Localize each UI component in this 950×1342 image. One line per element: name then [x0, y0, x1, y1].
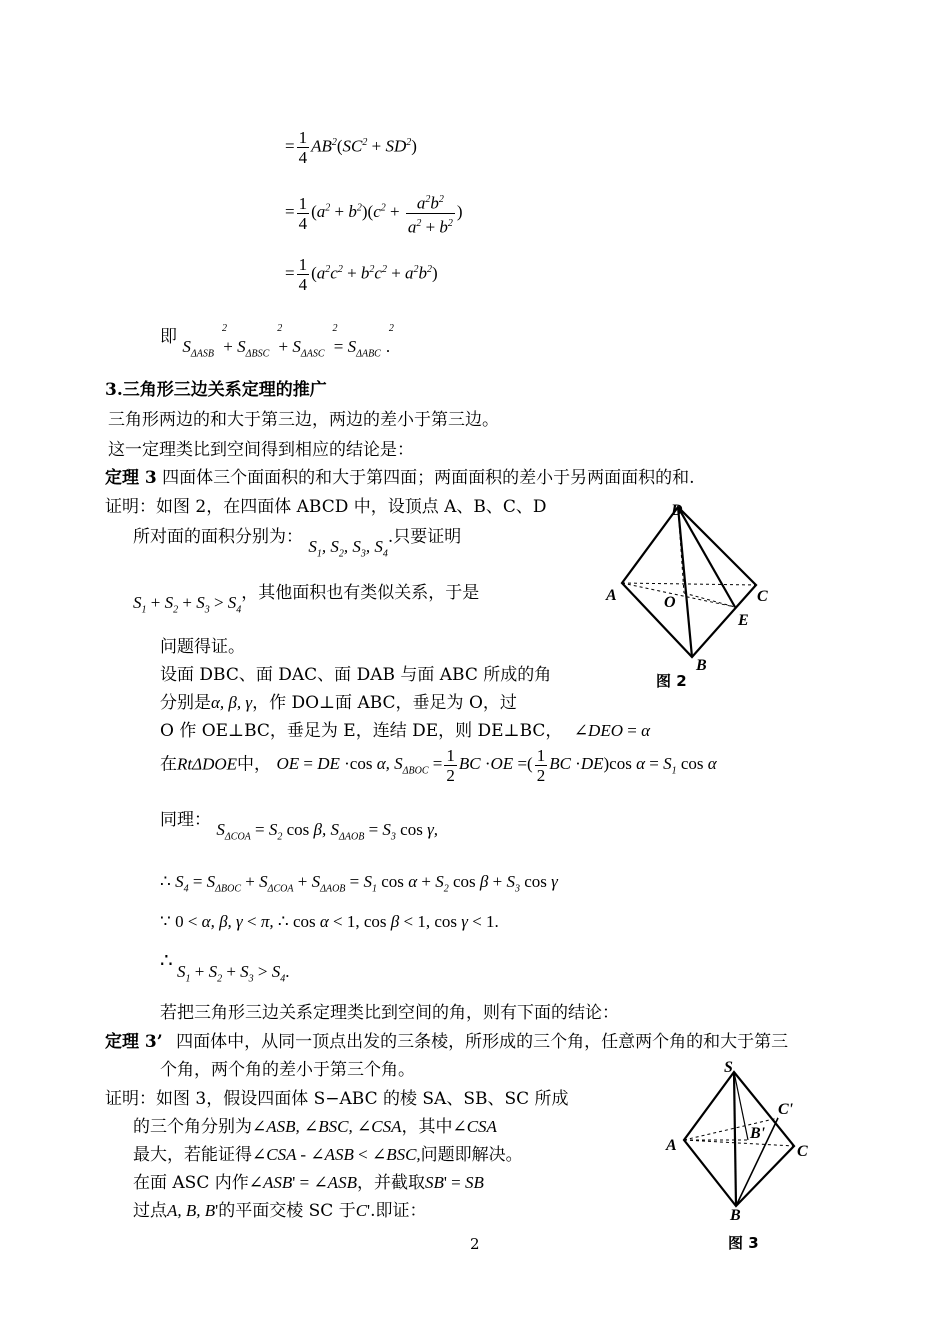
proof-3-line-2: 所对面的面积分别为： $S_1$, $S_2$, $S_3$, $S_4$.只要证明 — [133, 527, 462, 560]
proof-3p-line-1: 证明：如图 3，假设四面体 S−ABC 的棱 SA、SB、SC 所成 — [105, 1089, 569, 1109]
fig2-label-A: A — [606, 587, 617, 604]
fig3-label-A: A — [666, 1137, 677, 1154]
proof-3-line-8: 在RtΔDOE中， OE = DE ·cos α, $S_{\Delta BOC}$ = $\frac{1}{2}$ BC ·OE =( $\frac{1}{2}$ BC ·DE)cos $\alpha = S_1$ cos α — [160, 746, 717, 785]
fig2-edge-AC — [622, 583, 756, 585]
proof-3p-line-3: 最大，若能证得∠CSA - ∠ASB < ∠BSC,问题即解决。 — [133, 1145, 523, 1165]
formula-line-1: = $\frac{1}{4}$ $AB^2(SC^2 + SD^2)$ — [285, 128, 417, 167]
proof-3p-line-2: 的三个角分别为∠ASB, ∠BSC, ∠CSA，其中∠CSA — [133, 1117, 497, 1137]
proof-3-line-12: ∴ $S_1 + S_2 + S_3 > S_4$. — [160, 950, 290, 985]
figure-2 — [600, 495, 800, 695]
proof-3-line-11: ∵ 0 < α, β, γ < π, ∴ cos α < 1, cos β < 1, cos γ < 1. — [160, 912, 499, 931]
theorem-3p-label: 定理 3’ — [105, 1032, 163, 1052]
theorem-3p-line-1: 四面体中，从同一顶点出发的三条棱，所形成的三个角，任意两个角的和大于第三 — [176, 1032, 789, 1052]
conclusion-prefix: 即 — [160, 327, 177, 347]
theorem-3p-line-2: 个角，两个角的差小于第三个角。 — [160, 1060, 415, 1080]
proof-3p-line-4: 在面 ASC 内作∠ASB' = ∠ASB，并截取SB' = SB — [133, 1173, 484, 1193]
fig3-edge-SB — [734, 1072, 736, 1206]
figure-3-caption: 图 3 — [728, 1234, 759, 1252]
figure-2-caption: 图 2 — [656, 672, 687, 690]
fig2-label-O: O — [664, 594, 676, 611]
fig3-label-C: C — [797, 1143, 808, 1160]
proof-3-line-6: 分别是α, β, γ，作 DO⊥面 ABC，垂足为 O，过 — [160, 693, 517, 713]
fig2-edge-AE — [622, 583, 735, 607]
fig2-label-C: C — [757, 588, 768, 605]
fig3-outline — [684, 1072, 794, 1206]
conclusion-line — [160, 322, 394, 360]
section-heading: 3.三角形三边关系定理的推广 — [105, 380, 327, 400]
para-analogy: 若把三角形三边关系定理类比到空间的角，则有下面的结论： — [160, 1003, 619, 1023]
section-para-2: 这一定理类比到空间得到相应的结论是： — [108, 440, 414, 460]
page-number: 2 — [470, 1235, 480, 1253]
proof-3-line-7: O 作 OE⊥BC，垂足为 E，连结 DE，则 DE⊥BC， ∠DEO = α — [160, 721, 651, 741]
fig3-label-S: S — [724, 1059, 733, 1076]
theorem-3-label: 定理 3 — [105, 468, 157, 488]
fig3-label-C1: C' — [778, 1101, 794, 1118]
fig2-label-E: E — [738, 612, 749, 629]
fig2-label-D: D — [671, 502, 683, 519]
proof-3-line-9: 同理： $S_{\Delta COA} = S_2$ cos β, $S_{\Delta AOB} = S_3$ cos γ, — [160, 810, 439, 843]
formula-line-2: = $\frac{1}{4}$ $(a^2 + b^2)(c^2$ + $\frac{a^2b^2}{a^2 + b^2}$ ) — [285, 190, 463, 236]
figure-3 — [660, 1058, 820, 1233]
theorem-3 — [105, 463, 695, 488]
proof-3-line-5: 设面 DBC、面 DAC、面 DAB 与面 ABC 所成的角 — [160, 665, 552, 685]
fig3-label-B1: B' — [750, 1125, 766, 1142]
fig3-edge-AC — [684, 1140, 794, 1146]
fig2-label-B: B — [696, 657, 707, 674]
proof-3-line-4: 问题得证。 — [160, 637, 245, 657]
conclusion-formula: $S_{\Delta ASB}^2 + S_{\Delta BSC}^2 + S_{\Delta ASC}^2 = S_{\Delta ABC}^2$. — [182, 323, 394, 360]
proof-3-line-1: 证明：如图 2，在四面体 ABCD 中，设顶点 A、B、C、D — [105, 497, 547, 517]
fig3-label-B: B — [730, 1207, 741, 1224]
proof-3-line-3: $S_1 + S_2 + S_3 > S_4$，其他面积也有类似关系，于是 — [133, 583, 480, 616]
proof-3-line-10: ∴ $S_4 = S_{\Delta BOC} + S_{\Delta COA} + S_{\Delta AOB} = S_1$ $\cos \alpha + S_2$ $\cos \beta + S_3$ cos γ — [160, 872, 558, 895]
theorem-3-text: 四面体三个面面积的和大于第四面；两面面积的差小于另两面面积的和. — [162, 468, 695, 488]
proof-3p-line-5: 过点A, B, B'的平面交棱 SC 于C'.即证： — [133, 1201, 427, 1221]
theorem-3p — [105, 1027, 788, 1052]
section-para-1: 三角形两边的和大于第三边，两边的差小于第三边。 — [108, 410, 499, 430]
formula-line-3: = $\frac{1}{4}$ $(a^2c^2 + b^2c^2 + a^2b^2)$ — [285, 255, 438, 294]
